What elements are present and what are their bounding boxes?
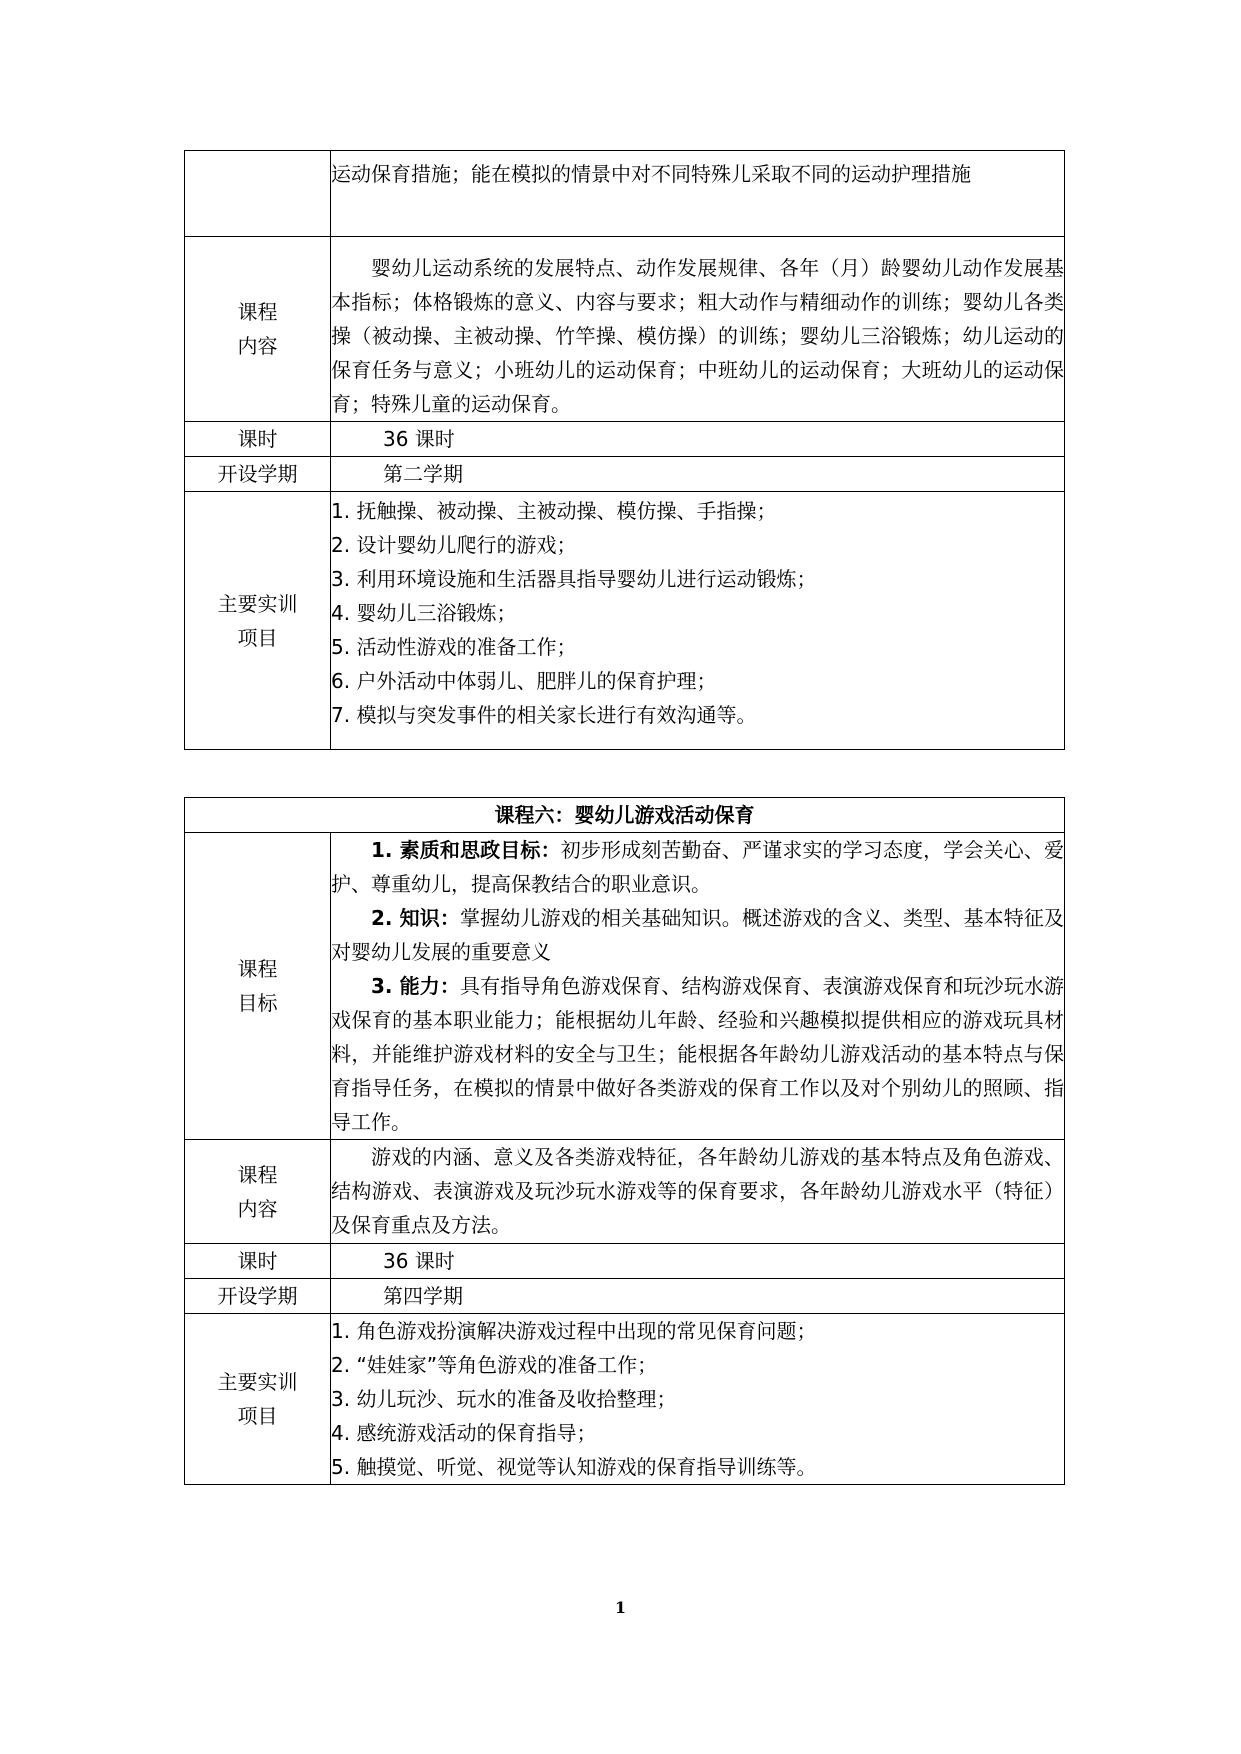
goal-heading: 2. 知识： bbox=[371, 906, 461, 930]
practice-items-cell bbox=[331, 1314, 1065, 1485]
goal-item bbox=[331, 901, 1064, 969]
practice-item: 3. 幼儿玩沙、玩水的准备及收拾整理； bbox=[331, 1387, 677, 1411]
continuation-cell bbox=[331, 151, 1065, 237]
label-line: 主要实训 bbox=[217, 591, 298, 616]
course-content-cell bbox=[331, 237, 1065, 422]
semester-label: 开设学期 bbox=[185, 1279, 331, 1314]
practice-item: 6. 户外活动中体弱儿、肥胖儿的保育护理； bbox=[331, 669, 717, 693]
practice-item: 4. 婴幼儿三浴锻炼； bbox=[331, 601, 517, 625]
practice-item: 4. 感统游戏活动的保育指导； bbox=[331, 1421, 597, 1445]
course-content-label bbox=[185, 1140, 331, 1244]
course-table-1 bbox=[184, 150, 1065, 750]
practice-label bbox=[185, 1314, 331, 1485]
table-row bbox=[185, 1244, 1065, 1279]
table-row bbox=[185, 833, 1065, 1140]
table-row bbox=[185, 492, 1065, 750]
goal-item bbox=[331, 833, 1064, 901]
practice-item: 5. 活动性游戏的准备工作； bbox=[331, 635, 577, 659]
course-goals-label bbox=[185, 833, 331, 1140]
table-row bbox=[185, 237, 1065, 422]
hours-value: 36 课时 bbox=[331, 1244, 1065, 1279]
label-line: 课程 bbox=[237, 300, 278, 324]
hours-value: 36 课时 bbox=[331, 422, 1065, 457]
goal-heading: 3. 能力： bbox=[371, 974, 461, 998]
goal-text: 具有指导角色游戏保育、结构游戏保育、表演游戏保育和玩沙玩水游戏保育的基本职业能力；能根据幼儿年龄、经验和兴趣模拟提供相应的游戏玩具材料，并能维护游戏材料的安全与卫生；能根据各年龄幼儿游戏活动的基本特点与保育指导任务，在模拟的情景中做好各类游戏的保育工作以及对个别幼儿的照顾、指导工作。 bbox=[331, 974, 1064, 1134]
label-line: 项目 bbox=[237, 1404, 278, 1428]
practice-item: 7. 模拟与突发事件的相关家长进行有效沟通等。 bbox=[331, 703, 757, 727]
course-goals-cell bbox=[331, 833, 1065, 1140]
course-table-2 bbox=[184, 797, 1065, 1485]
practice-items-cell bbox=[331, 492, 1065, 750]
goal-text: 初步形成刻苦勤奋、严谨求实的学习态度，学会关心、爱护、尊重幼儿，提高保教结合的职业意识。 bbox=[331, 838, 1065, 896]
practice-item: 3. 利用环境设施和生活器具指导婴幼儿进行运动锻炼； bbox=[331, 567, 817, 591]
table-row bbox=[185, 1140, 1065, 1244]
table-row bbox=[185, 798, 1065, 833]
label-line: 内容 bbox=[237, 1196, 278, 1221]
page-number: 1 bbox=[614, 1598, 627, 1617]
hours-label: 课时 bbox=[185, 422, 331, 457]
course-content-text: 游戏的内涵、意义及各类游戏特征，各年龄幼儿游戏的基本特点及角色游戏、结构游戏、表演游戏及玩沙玩水游戏等的保育要求，各年龄幼儿游戏水平（特征）及保育重点及方法。 bbox=[331, 1145, 1064, 1237]
label-line: 主要实训 bbox=[217, 1370, 298, 1394]
course-content-label bbox=[185, 237, 331, 422]
label-line: 内容 bbox=[237, 334, 278, 358]
practice-item: 1. 角色游戏扮演解决游戏过程中出现的常见保育问题； bbox=[331, 1319, 817, 1343]
practice-item: 2. 设计婴幼儿爬行的游戏； bbox=[331, 533, 577, 557]
table-row bbox=[185, 422, 1065, 457]
semester-label: 开设学期 bbox=[185, 457, 331, 492]
continuation-text: 运动保育措施；能在模拟的情景中对不同特殊儿采取不同的运动护理措施 bbox=[331, 162, 971, 186]
label-line: 课程 bbox=[237, 1162, 278, 1187]
practice-label bbox=[185, 492, 331, 750]
hours-label: 课时 bbox=[185, 1244, 331, 1279]
practice-item: 5. 触摸觉、听觉、视觉等认知游戏的保育指导训练等。 bbox=[331, 1455, 817, 1479]
course-content-cell bbox=[331, 1140, 1065, 1244]
semester-value: 第二学期 bbox=[331, 457, 1065, 492]
table-row bbox=[185, 457, 1065, 492]
table-row bbox=[185, 1279, 1065, 1314]
practice-item: 2. “娃娃家”等角色游戏的准备工作； bbox=[331, 1353, 658, 1377]
course-content-text: 婴幼儿运动系统的发展特点、动作发展规律、各年（月）龄婴幼儿动作发展基本指标；体格锻炼的意义、内容与要求；粗大动作与精细动作的训练；婴幼儿各类操（被动操、主被动操、竹竿操、模仿操）的训练；婴幼儿三浴锻炼；幼儿运动的保育任务与意义；小班幼儿的运动保育；中班幼儿的运动保育；大班幼儿的运动保育；特殊儿童的运动保育。 bbox=[331, 256, 1064, 416]
label-line: 项目 bbox=[237, 625, 278, 650]
goal-item bbox=[331, 969, 1064, 1139]
label-line: 课程 bbox=[237, 957, 278, 981]
practice-item: 1. 抚触操、被动操、主被动操、模仿操、手指操； bbox=[331, 499, 777, 523]
semester-value: 第四学期 bbox=[331, 1279, 1065, 1314]
goal-heading: 1. 素质和思政目标： bbox=[371, 838, 561, 862]
course-title: 课程六：婴幼儿游戏活动保育 bbox=[185, 798, 1065, 833]
goal-text: 掌握幼儿游戏的相关基础知识。概述游戏的含义、类型、基本特征及对婴幼儿发展的重要意义 bbox=[331, 906, 1064, 964]
label-line: 目标 bbox=[237, 991, 278, 1015]
table-row bbox=[185, 1314, 1065, 1485]
empty-label-cell bbox=[185, 151, 331, 237]
table-row bbox=[185, 151, 1065, 237]
